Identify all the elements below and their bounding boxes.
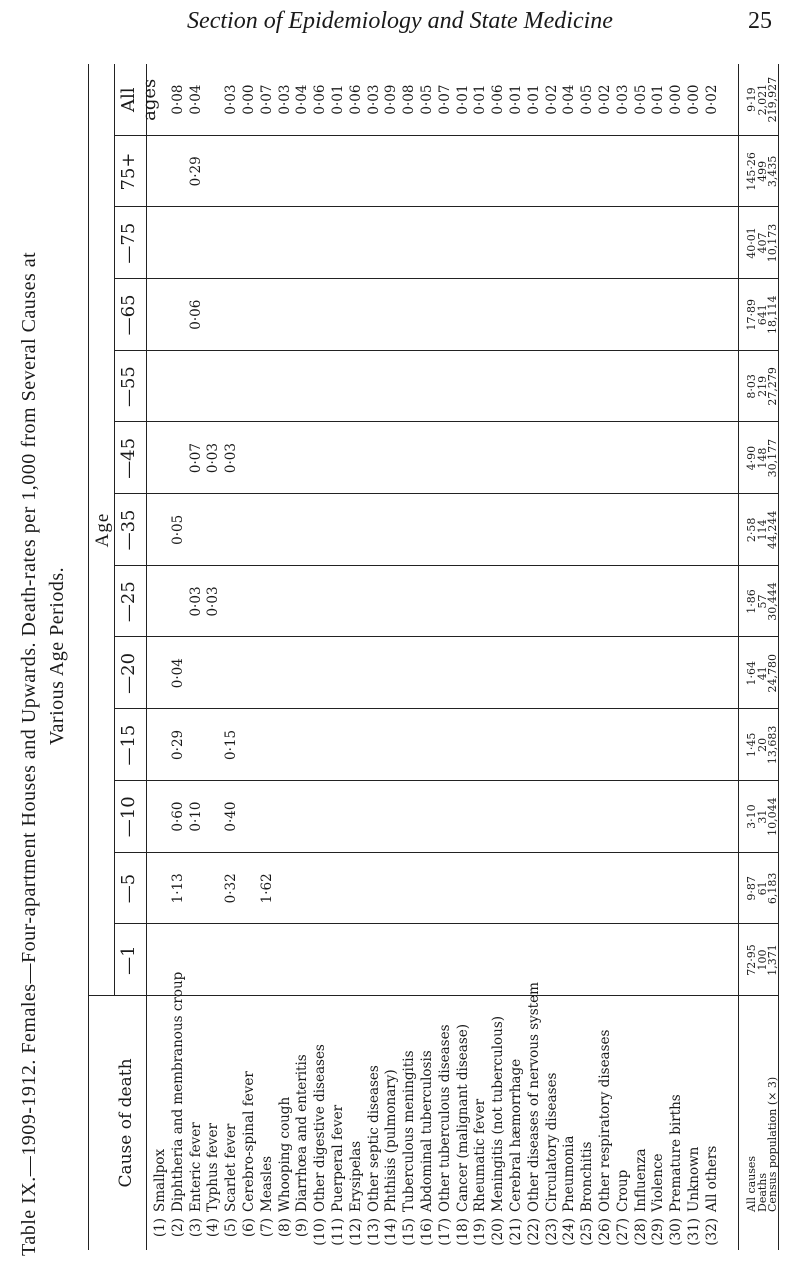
rate-cell: 0·00 xyxy=(686,84,702,115)
rate-cell: 0·07 xyxy=(436,84,453,115)
rate-cell: 0·07 xyxy=(187,443,204,474)
totals-cell: 72·95 xyxy=(745,944,758,976)
age-group-header: Age xyxy=(92,512,113,548)
rate-cell: 0·06 xyxy=(187,299,204,330)
totals-cell: 30,177 xyxy=(766,438,779,478)
table-row xyxy=(544,64,561,1250)
row-number: (3) xyxy=(187,1218,204,1238)
cause-name: Abdominal tuberculosis xyxy=(419,1050,435,1212)
age-column-header: —35 xyxy=(118,509,139,551)
rate-cell: 0·03 xyxy=(205,443,222,474)
totals-cell: 4·90 xyxy=(745,445,758,471)
row-number: (6) xyxy=(241,1218,257,1238)
cause-column-header: Cause of death xyxy=(116,1058,136,1188)
rate-cell: 0·09 xyxy=(383,84,400,115)
table-row xyxy=(241,64,258,1250)
rate-cell: 0·03 xyxy=(276,84,293,115)
totals-label: All causes xyxy=(745,1155,758,1212)
row-number: (8) xyxy=(276,1218,293,1238)
table-row xyxy=(437,64,454,1250)
row-number: (31) xyxy=(686,1218,702,1246)
totals-cell: 27,279 xyxy=(766,367,779,406)
rate-cell: 0·02 xyxy=(703,84,720,115)
rate-cell: 0·06 xyxy=(347,84,364,115)
rate-cell: 0·06 xyxy=(490,84,507,115)
totals-cell: 30,444 xyxy=(766,582,779,621)
cause-name: Circulatory diseases xyxy=(543,1072,560,1212)
cause-name: Violence xyxy=(650,1153,667,1212)
rate-cell: 0·01 xyxy=(508,84,524,115)
totals-cell: 1·64 xyxy=(745,660,758,686)
totals-cell: 499 xyxy=(755,160,769,182)
totals-cell: 31 xyxy=(755,809,769,824)
rotated-table-area xyxy=(0,56,800,1261)
cause-name: Cerebro-spinal fever xyxy=(241,1071,257,1212)
table-row xyxy=(348,64,365,1250)
totals-cell: 9·87 xyxy=(745,876,758,901)
table-row xyxy=(188,64,205,1250)
table-row xyxy=(526,64,543,1250)
row-number: (16) xyxy=(419,1218,435,1246)
rate-cell: 0·05 xyxy=(579,84,596,115)
cause-name: Other diseases of nervous system xyxy=(525,982,542,1212)
cause-name: Puerperal fever xyxy=(330,1104,346,1212)
cause-name: Other septic diseases xyxy=(365,1065,382,1212)
row-number: (15) xyxy=(401,1218,418,1246)
row-number: (21) xyxy=(508,1218,524,1246)
row-number: (23) xyxy=(543,1218,560,1246)
totals-cell: 13,683 xyxy=(766,725,779,765)
row-number: (13) xyxy=(365,1218,382,1246)
row-number: (25) xyxy=(579,1218,596,1246)
rate-cell: 0·60 xyxy=(169,801,186,832)
cause-name: Tuberculous meningitis xyxy=(401,1050,418,1212)
cause-name: Erysipelas xyxy=(347,1140,364,1212)
row-number: (28) xyxy=(632,1218,649,1246)
totals-cell: 8·03 xyxy=(745,374,758,399)
rate-cell: 0·03 xyxy=(614,84,631,115)
rate-cell: 0·01 xyxy=(330,84,346,115)
rate-cell: 0·01 xyxy=(454,84,471,115)
table-rule-1 xyxy=(114,64,115,996)
table-row xyxy=(330,64,347,1250)
totals-cell: 114 xyxy=(755,519,769,541)
rate-cell: 0·03 xyxy=(365,84,382,115)
rate-cell: 0·10 xyxy=(187,801,204,832)
cause-name: Diphtheria and membranous croup xyxy=(169,971,186,1212)
totals-cell: 1·86 xyxy=(745,589,758,614)
rate-cell: 0·04 xyxy=(561,84,578,115)
table-row xyxy=(401,64,418,1250)
age-column-header: —55 xyxy=(118,366,139,408)
table-row xyxy=(704,64,721,1250)
totals-cell: 3·10 xyxy=(745,804,758,829)
totals-cell: 219 xyxy=(755,375,769,397)
age-column-header: —10 xyxy=(118,796,139,838)
rate-cell: 0·01 xyxy=(472,84,489,115)
table-row xyxy=(383,64,400,1250)
row-number: (30) xyxy=(668,1218,685,1246)
cause-name: Whooping cough xyxy=(276,1096,293,1212)
age-column-header: 75+ xyxy=(118,152,139,191)
totals-cell: 145·26 xyxy=(745,152,758,191)
totals-cell: 20 xyxy=(755,737,769,752)
table-row xyxy=(597,64,614,1250)
cause-name: Premature births xyxy=(668,1094,685,1212)
table-row xyxy=(294,64,311,1250)
cause-name: Other tuberculous diseases xyxy=(436,1024,453,1212)
row-number: (10) xyxy=(312,1218,329,1246)
table-caption xyxy=(18,56,78,1256)
rate-cell: 0·06 xyxy=(312,84,329,115)
cause-name: Influenza xyxy=(632,1148,649,1212)
rate-cell: 0·03 xyxy=(205,586,222,617)
age-column-header: —25 xyxy=(118,581,139,623)
cause-name: Diarrhœa and enteritis xyxy=(294,1054,311,1212)
totals-cell: 6,183 xyxy=(766,872,779,905)
cause-name: Cerebral hæmorrhage xyxy=(508,1058,524,1212)
row-number: (5) xyxy=(223,1218,240,1238)
row-number: (9) xyxy=(294,1218,311,1238)
row-number: (18) xyxy=(454,1218,471,1246)
row-number: (4) xyxy=(205,1218,222,1238)
caption-line-2: Various Age Periods. xyxy=(46,566,68,746)
table-row xyxy=(615,64,632,1250)
rate-cell: 0·00 xyxy=(668,84,685,115)
totals-cell: 40·01 xyxy=(745,227,758,259)
cause-name: Typhus fever xyxy=(205,1123,222,1212)
table-row xyxy=(366,64,383,1250)
cause-name: Other respiratory diseases xyxy=(597,1029,613,1212)
table-row xyxy=(170,64,187,1250)
rate-cell: 0·03 xyxy=(223,443,240,474)
cause-name: Smallpox xyxy=(152,1148,168,1212)
row-number: (19) xyxy=(472,1218,489,1246)
age-column-header: —65 xyxy=(118,294,139,336)
totals-cell: 148 xyxy=(755,447,769,469)
table-row xyxy=(472,64,489,1250)
cause-name: Unknown xyxy=(686,1146,702,1212)
page-number: 25 xyxy=(748,8,772,34)
age-column-header: —15 xyxy=(118,724,139,766)
totals-cell: 3,435 xyxy=(766,155,779,188)
rate-cell: 0·03 xyxy=(187,586,204,617)
row-number: (7) xyxy=(258,1218,275,1238)
table-row xyxy=(312,64,329,1250)
row-number: (2) xyxy=(169,1218,186,1238)
rate-cell: 0·32 xyxy=(223,873,240,904)
table-row xyxy=(686,64,703,1250)
totals-cell: 24,780 xyxy=(766,653,779,693)
age-column-header: —5 xyxy=(118,873,139,904)
cause-name: Pneumonia xyxy=(561,1135,578,1212)
totals-row xyxy=(767,64,778,1250)
data-table xyxy=(88,64,778,1250)
caption-line-1: Table IX.—1909-1912. Females—Four-apartment Houses and Upwards. Death-rates per 1,000 from Several Causes at xyxy=(18,251,40,1256)
row-number: (26) xyxy=(597,1218,613,1246)
totals-cell: 1·45 xyxy=(745,732,758,758)
rate-cell: 0·05 xyxy=(632,84,649,115)
rate-cell: 0·04 xyxy=(294,84,311,115)
totals-label: Census population (× 3) xyxy=(766,1076,779,1212)
row-number: (14) xyxy=(383,1218,400,1246)
rate-cell: 0·40 xyxy=(223,801,240,832)
totals-cell: 100 xyxy=(755,949,769,971)
rate-cell: 0·08 xyxy=(401,84,418,115)
rate-cell: 0·05 xyxy=(419,84,435,115)
rate-cell: 1·62 xyxy=(258,873,275,904)
cause-name: Croup xyxy=(614,1169,631,1212)
age-column-header: —20 xyxy=(118,652,139,694)
table-row xyxy=(259,64,276,1250)
totals-cell: 219,927 xyxy=(766,76,779,123)
cause-name: Meningitis (not tuberculous) xyxy=(490,1015,507,1212)
cause-name: All others xyxy=(703,1145,720,1212)
rate-cell: 0·15 xyxy=(223,729,240,760)
cause-name: Bronchitis xyxy=(579,1141,596,1212)
totals-cell: 1,371 xyxy=(766,944,779,976)
table-row xyxy=(419,64,436,1250)
totals-cell: 44,244 xyxy=(766,510,779,550)
totals-label: Deaths xyxy=(755,1172,769,1212)
rate-cell: 0·07 xyxy=(258,84,275,115)
age-column-header: —1 xyxy=(118,945,139,975)
table-row xyxy=(508,64,525,1250)
totals-cell: 2·58 xyxy=(745,517,758,543)
cause-name: Phthisis (pulmonary) xyxy=(383,1069,400,1212)
age-column-header: All ages xyxy=(118,78,160,121)
row-number: (1) xyxy=(152,1218,168,1238)
row-number: (29) xyxy=(650,1218,667,1246)
age-column-header: —75 xyxy=(118,222,139,264)
row-number: (12) xyxy=(347,1218,364,1246)
totals-cell: 41 xyxy=(755,666,769,681)
cause-name: Enteric fever xyxy=(187,1122,204,1212)
table-row xyxy=(633,64,650,1250)
cause-name: Scarlet fever xyxy=(223,1123,240,1212)
running-title: Section of Epidemiology and State Medicine xyxy=(187,8,613,34)
cause-name: Rheumatic fever xyxy=(472,1098,489,1212)
row-number: (11) xyxy=(330,1218,346,1246)
table-row xyxy=(223,64,240,1250)
totals-cell: 18,114 xyxy=(766,295,779,334)
table-rule-2 xyxy=(146,64,147,1250)
rate-cell: 0·02 xyxy=(597,84,613,115)
row-number: (32) xyxy=(703,1218,720,1246)
page-header xyxy=(0,0,800,60)
rate-cell: 1·13 xyxy=(169,873,186,904)
table-row xyxy=(490,64,507,1250)
table-row xyxy=(561,64,578,1250)
table-row xyxy=(277,64,294,1250)
row-number: (20) xyxy=(490,1218,507,1246)
table-rule-3 xyxy=(738,64,739,1250)
table-row xyxy=(205,64,222,1250)
row-number: (17) xyxy=(436,1218,453,1246)
table-rule-0 xyxy=(88,64,89,1250)
rate-cell: 0·01 xyxy=(650,84,667,115)
totals-cell: 10,173 xyxy=(766,223,779,263)
totals-cell: 641 xyxy=(755,304,769,326)
age-column-header: —45 xyxy=(118,437,139,479)
row-number: (24) xyxy=(561,1218,578,1246)
rate-cell: 0·01 xyxy=(525,84,542,115)
table-row xyxy=(152,64,169,1250)
cause-name: Cancer (malignant disease) xyxy=(454,1023,471,1212)
table-row xyxy=(455,64,472,1250)
rate-cell: 0·05 xyxy=(169,514,186,545)
table-rotated-frame xyxy=(0,56,800,1256)
totals-cell: 61 xyxy=(755,881,769,896)
rate-cell: 0·00 xyxy=(241,84,257,115)
rate-cell: 0·08 xyxy=(169,84,186,115)
totals-cell: 10,044 xyxy=(766,797,779,836)
cause-name: Measles xyxy=(258,1155,275,1212)
rate-cell: 0·03 xyxy=(223,84,240,115)
rate-cell: 0·04 xyxy=(169,658,186,689)
rate-cell: 0·29 xyxy=(187,156,204,187)
row-number: (27) xyxy=(614,1218,631,1246)
rate-cell: 0·02 xyxy=(543,84,560,115)
rate-cell: 0·29 xyxy=(169,729,186,760)
table-row xyxy=(668,64,685,1250)
totals-cell: 9·19 xyxy=(745,87,758,112)
totals-cell: 17·89 xyxy=(745,298,758,331)
row-number: (22) xyxy=(525,1218,542,1246)
table-row xyxy=(579,64,596,1250)
totals-cell: 407 xyxy=(755,232,769,254)
totals-cell: 57 xyxy=(755,594,769,609)
table-row xyxy=(650,64,667,1250)
cause-name: Other digestive diseases xyxy=(312,1044,329,1212)
rate-cell: 0·04 xyxy=(187,84,204,115)
totals-cell: 2,021 xyxy=(755,83,769,116)
